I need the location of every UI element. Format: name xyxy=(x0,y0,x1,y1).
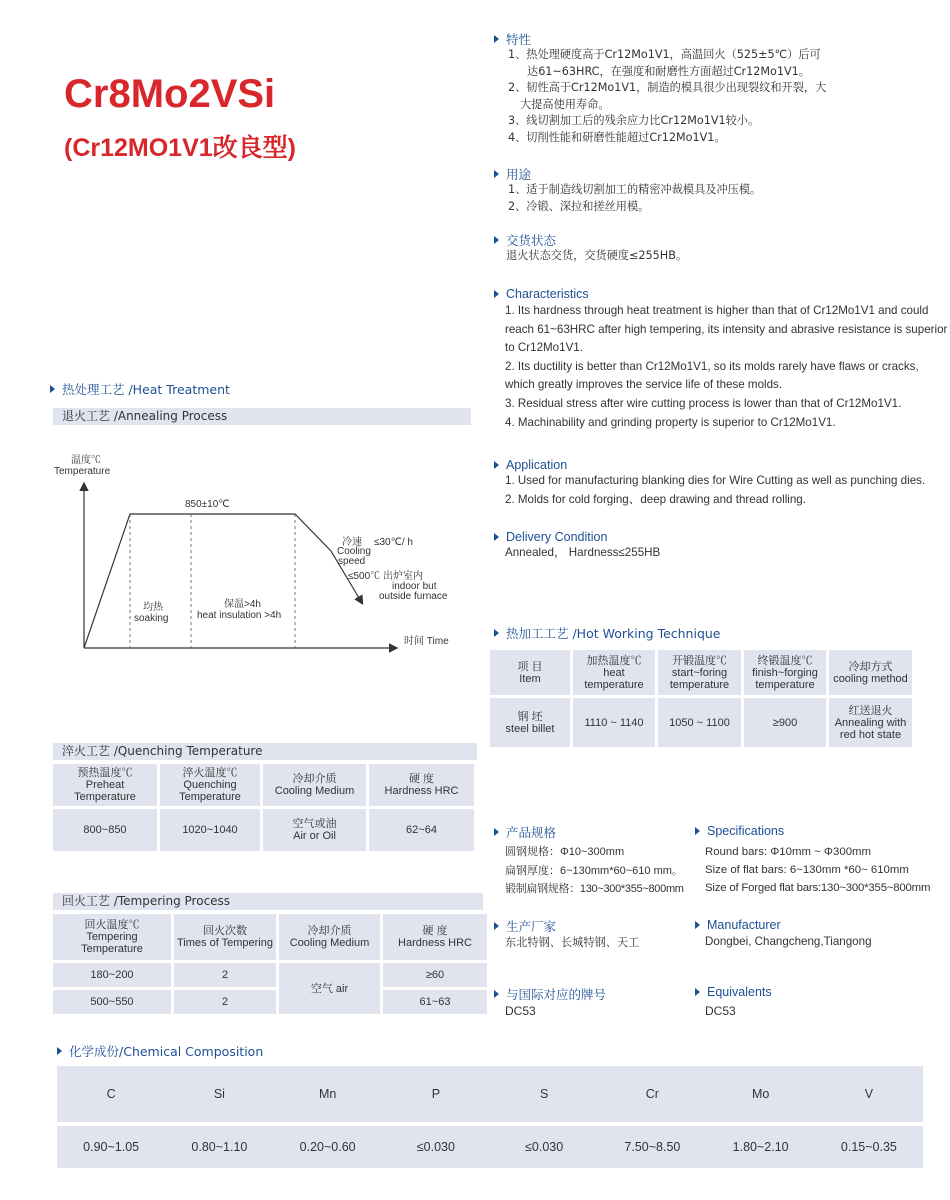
characteristics-en-line: reach 61~63HRC after high tempering, its intensity and abrasive resistance is superior xyxy=(505,322,948,336)
hot-working-header-cooling xyxy=(829,650,912,695)
application-en-list xyxy=(505,472,925,509)
equivalents-en-text: DC53 xyxy=(705,1004,736,1018)
hot-working-value: 1050 ~ 1100 xyxy=(669,716,730,729)
features-cn-heading xyxy=(494,30,531,48)
hot-working-value: 1110 ~ 1140 xyxy=(584,716,644,729)
hot-working-value: Annealing with xyxy=(834,716,907,729)
temp-label-cn: 温度℃ xyxy=(71,455,101,466)
chem-value: 0.20~0.60 xyxy=(274,1126,382,1168)
hot-working-cell-start xyxy=(658,698,741,747)
manufacturer-cn-text: 东北特钢、长城特钢、天工 xyxy=(505,936,640,949)
quenching-header-cn: 冷却介质 xyxy=(292,773,337,785)
tempering-cell-temp xyxy=(53,963,171,987)
quenching-value: 空气或油 xyxy=(292,818,337,830)
specs-en-line: Size of Forged flat bars:130~300*355~800mm xyxy=(705,882,931,894)
hot-working-heading-text: 热加工工艺 /Hot Working Technique xyxy=(506,626,721,641)
quenching-cell-hardness xyxy=(369,809,474,851)
triangle-bullet-icon xyxy=(494,236,499,244)
quenching-header-en: Cooling Medium xyxy=(274,785,355,797)
triangle-bullet-icon xyxy=(50,385,55,393)
triangle-bullet-icon xyxy=(494,922,499,930)
quenching-header-en: Hardness HRC xyxy=(384,785,459,797)
specs-cn-line: 圆钢规格：Φ10~300mm xyxy=(505,846,625,858)
features-cn-line: 达61~63HRC，在强度和耐磨性方面超过Cr12Mo1V1。 xyxy=(527,64,810,78)
delivery-en-text: Annealed， Hardness≤255HB xyxy=(505,546,661,559)
quenching-header-cn: 淬火温度℃ xyxy=(182,767,238,779)
chemical-heading xyxy=(57,1042,263,1060)
specs-cn-line: 锻制扁钢规格：130~300*355~800mm xyxy=(505,883,684,895)
tempering-header-hardness xyxy=(383,914,487,960)
chem-value: 0.80~1.10 xyxy=(165,1126,273,1168)
features-cn-line: 3、线切割加工后的残余应力比Cr12Mo1V1较小。 xyxy=(508,114,760,127)
insulation-label-cn: 保温>4h xyxy=(224,599,261,610)
cooling-label-en-2: speed xyxy=(338,556,366,567)
soak-label-cn: 均热 xyxy=(143,602,163,613)
tempering-header-cn: 冷却介质 xyxy=(307,925,352,937)
tempering-header-en: Temperature xyxy=(81,943,143,955)
triangle-bullet-icon xyxy=(494,170,499,178)
features-cn-line: 大提高使用寿命。 xyxy=(520,97,610,111)
hot-working-cell-cooling xyxy=(829,698,912,747)
hot-working-cell-heat xyxy=(573,698,655,747)
manufacturer-en-heading-text: Manufacturer xyxy=(707,918,781,932)
specs-cn-line: 扁钢厚度：6~130mm*60~610 mm。 xyxy=(505,864,683,877)
out-furnace-label-en-1: indoor but xyxy=(392,581,437,592)
characteristics-en-line: 3. Residual stress after wire cutting process is lower than that of Cr12Mo1V1. xyxy=(505,396,902,410)
characteristics-en-line: which greatly improves the service life of these molds. xyxy=(505,378,783,392)
quenching-header-en: Temperature xyxy=(179,791,241,803)
hot-working-cell-finish xyxy=(744,698,826,747)
chem-element: C xyxy=(57,1066,165,1122)
out-furnace-label-en-2: outside furnace xyxy=(379,591,448,602)
characteristics-en-heading-text: Characteristics xyxy=(506,287,589,301)
product-subtitle: (Cr12MO1V1改良型) xyxy=(64,134,296,162)
features-cn-heading-text: 特性 xyxy=(506,32,532,47)
equivalents-en-heading xyxy=(695,985,772,999)
specs-cn-list xyxy=(505,843,684,899)
chem-element: Mo xyxy=(707,1066,815,1122)
hot-working-heading xyxy=(494,624,721,642)
specs-en-line: Round bars: Φ10mm ~ Φ300mm xyxy=(705,846,872,858)
triangle-bullet-icon xyxy=(57,1047,62,1055)
equivalents-cn-heading xyxy=(494,985,606,1003)
hot-working-value: 钢 坯 xyxy=(517,710,543,723)
quenching-header-cn: 硬 度 xyxy=(408,773,435,785)
hot-working-value: ≥900 xyxy=(772,716,798,729)
characteristics-en-heading xyxy=(494,287,589,301)
tempering-cell-medium xyxy=(279,963,380,1014)
chem-value: 0.90~1.05 xyxy=(57,1126,165,1168)
quenching-header-hardness xyxy=(369,764,474,806)
usage-cn-line: 1、适于制造线切割加工的精密冲裁模具及冲压模。 xyxy=(508,183,762,196)
specs-en-heading xyxy=(695,824,784,838)
delivery-en-heading-text: Delivery Condition xyxy=(506,530,608,544)
annealing-chart xyxy=(50,448,470,658)
features-cn-list xyxy=(508,47,826,146)
heat-treatment-heading xyxy=(50,380,230,398)
hot-working-header-cn: 终锻温度℃ xyxy=(757,654,813,667)
characteristics-en-list xyxy=(505,302,947,432)
quenching-table xyxy=(53,764,474,851)
triangle-bullet-icon xyxy=(494,461,499,469)
cooling-label-en-1: Cooling xyxy=(337,546,371,557)
features-cn-line: 4、切削性能和研磨性能超过Cr12Mo1V1。 xyxy=(508,130,726,144)
triangle-bullet-icon xyxy=(494,533,499,541)
tempering-value: 空气 air xyxy=(310,982,349,995)
chem-element: V xyxy=(815,1066,923,1122)
temp-label-en: Temperature xyxy=(54,466,111,477)
application-en-line: 2. Molds for cold forging、deep drawing and thread rolling. xyxy=(505,492,806,506)
quenching-header-en: Preheat Temperature xyxy=(74,779,136,803)
tempering-title-bar: 回火工艺 /Tempering Process xyxy=(53,893,483,910)
triangle-bullet-icon xyxy=(494,290,499,298)
tempering-value: 500~550 xyxy=(90,996,134,1008)
manufacturer-en-text: Dongbei, Changcheng,Tiangong xyxy=(705,935,872,948)
tempering-header-en: Times of Tempering xyxy=(177,937,273,949)
annealing-title-bar: 退火工艺 /Annealing Process xyxy=(53,408,471,425)
usage-cn-heading xyxy=(494,165,531,183)
equivalents-en-heading-text: Equivalents xyxy=(707,985,772,999)
temperature-curve xyxy=(84,514,331,648)
quenching-header-preheat xyxy=(53,764,157,806)
tempering-header-en: Tempering xyxy=(86,931,138,943)
chemical-heading-text: 化学成份/Chemical Composition xyxy=(69,1044,264,1059)
tempering-table xyxy=(53,914,487,1014)
quenching-value: 62~64 xyxy=(406,824,437,836)
application-en-heading xyxy=(494,458,567,472)
quenching-header-en: Quenching xyxy=(183,779,237,791)
hot-working-cell-item xyxy=(490,698,570,747)
tempering-value: ≥60 xyxy=(425,969,445,981)
hot-working-header-cn: 开锻温度℃ xyxy=(672,654,727,667)
triangle-bullet-icon xyxy=(695,827,700,835)
heat-treatment-heading-text: 热处理工艺 /Heat Treatment xyxy=(62,382,230,397)
hot-working-header-en: temperature xyxy=(755,678,815,691)
chem-element: Cr xyxy=(598,1066,706,1122)
hot-working-value: 红送退火 xyxy=(848,704,893,717)
insulation-label-en: heat insulation >4h xyxy=(197,610,282,621)
quenching-header-cn: 预热温度℃ xyxy=(77,767,133,779)
triangle-bullet-icon xyxy=(494,990,499,998)
usage-cn-list xyxy=(508,182,761,215)
manufacturer-en-heading xyxy=(695,918,781,932)
chem-value: 0.15~0.35 xyxy=(815,1126,923,1168)
characteristics-en-line: 1. Its hardness through heat treatment is higher than that of Cr12Mo1V1 and could xyxy=(505,304,929,317)
chem-element: P xyxy=(382,1066,490,1122)
hot-working-header-finish xyxy=(744,650,826,695)
quenching-value: Air or Oil xyxy=(293,830,336,842)
tempering-cell-times xyxy=(174,963,276,987)
quenching-title-bar: 淬火工艺 /Quenching Temperature xyxy=(53,743,477,760)
characteristics-en-line: to Cr12Mo1V1. xyxy=(505,341,583,355)
chem-value: ≤0.030 xyxy=(490,1126,598,1168)
tempering-cell-times xyxy=(174,990,276,1014)
chem-value: ≤0.030 xyxy=(382,1126,490,1168)
hot-working-header-heat xyxy=(573,650,655,695)
chemical-table xyxy=(57,1066,923,1168)
tempering-header-en: Cooling Medium xyxy=(289,937,370,949)
tempering-value: 61~63 xyxy=(419,996,451,1008)
tempering-header-medium xyxy=(279,914,380,960)
quenching-header-medium xyxy=(263,764,366,806)
triangle-bullet-icon xyxy=(494,35,499,43)
delivery-en-heading xyxy=(494,530,607,544)
characteristics-en-line: 4. Machinability and grinding property is superior to Cr12Mo1V1. xyxy=(505,415,836,429)
tempering-header-en: Hardness HRC xyxy=(398,937,472,949)
soak-label-en: soaking xyxy=(134,613,169,624)
out-furnace-label-cn: ≤500℃ 出炉室内 xyxy=(348,571,423,582)
triangle-bullet-icon xyxy=(494,828,499,836)
hot-working-header-item xyxy=(490,650,570,695)
specs-cn-heading-text: 产品规格 xyxy=(506,825,557,840)
hot-working-header-cn: 项 目 xyxy=(517,660,543,673)
chem-value: 7.50~8.50 xyxy=(598,1126,706,1168)
peak-temp-label: 850±10℃ xyxy=(185,499,230,510)
quenching-header-temp xyxy=(160,764,260,806)
quenching-value: 1020~1040 xyxy=(182,824,238,836)
manufacturer-cn-heading-text: 生产厂家 xyxy=(506,919,557,934)
hot-working-header-en: cooling method xyxy=(833,672,908,685)
hot-working-header-en: start~foring xyxy=(671,666,728,679)
tempering-header-cn: 回火温度℃ xyxy=(84,919,140,931)
quenching-value: 800~850 xyxy=(83,824,127,836)
quenching-cell-medium xyxy=(263,809,366,851)
delivery-cn-heading xyxy=(494,231,556,249)
quenching-cell-preheat xyxy=(53,809,157,851)
cooling-rate-value: ≤30℃/ h xyxy=(374,537,413,548)
delivery-cn-heading-text: 交货状态 xyxy=(506,233,557,248)
specs-en-list xyxy=(705,843,930,897)
tempering-header-temp xyxy=(53,914,171,960)
triangle-bullet-icon xyxy=(695,921,700,929)
usage-cn-heading-text: 用途 xyxy=(506,167,532,182)
delivery-cn-text: 退火状态交货，交货硬度≤255HB。 xyxy=(506,249,688,262)
tempering-value: 2 xyxy=(221,996,229,1008)
tempering-value: 2 xyxy=(221,969,229,981)
tempering-value: 180~200 xyxy=(90,969,134,981)
specs-en-line: Size of flat bars: 6~130mm *60~ 610mm xyxy=(705,864,909,876)
chem-element: S xyxy=(490,1066,598,1122)
application-en-line: 1. Used for manufacturing blanking dies for Wire Cutting as well as punching dies. xyxy=(505,474,926,487)
hot-working-header-en: temperature xyxy=(669,678,730,691)
manufacturer-cn-heading xyxy=(494,917,556,935)
application-en-heading-text: Application xyxy=(506,458,568,472)
quenching-cell-temp xyxy=(160,809,260,851)
chem-element: Mn xyxy=(274,1066,382,1122)
hot-working-table xyxy=(490,650,912,747)
hot-working-header-start xyxy=(658,650,741,695)
tempering-header-cn: 回火次数 xyxy=(203,925,247,937)
tempering-header-cn: 硬 度 xyxy=(422,925,448,937)
hot-working-header-cn: 冷却方式 xyxy=(848,660,893,673)
hot-working-value: steel billet xyxy=(505,722,555,735)
product-title: Cr8Mo2VSi xyxy=(64,72,276,116)
hot-working-value: red hot state xyxy=(839,728,902,741)
tempering-cell-hardness xyxy=(383,963,487,987)
tempering-header-times xyxy=(174,914,276,960)
time-axis-label: 时间 Time xyxy=(404,636,449,647)
equivalents-cn-text: DC53 xyxy=(505,1004,536,1018)
chem-element: Si xyxy=(165,1066,273,1122)
tempering-cell-temp xyxy=(53,990,171,1014)
tempering-cell-hardness xyxy=(383,990,487,1014)
equivalents-cn-heading-text: 与国际对应的牌号 xyxy=(506,987,607,1002)
triangle-bullet-icon xyxy=(695,988,700,996)
features-cn-line: 2、韧性高于Cr12Mo1V1，制造的模具很少出现裂纹和开裂，大 xyxy=(508,81,827,94)
hot-working-header-en: Item xyxy=(519,672,541,685)
cooling-label-cn: 冷速 xyxy=(342,537,362,548)
usage-cn-line: 2、冷锻、深拉和搓丝用模。 xyxy=(508,199,650,213)
hot-working-header-cn: 加热温度℃ xyxy=(586,654,642,667)
characteristics-en-line: 2. Its ductility is better than Cr12Mo1V1, so its molds rarely have flaws or cracks, xyxy=(505,359,919,373)
hot-working-header-en: finish~forging xyxy=(752,666,818,679)
specs-en-heading-text: Specifications xyxy=(707,824,785,838)
chem-value: 1.80~2.10 xyxy=(707,1126,815,1168)
hot-working-header-en: heat temperature xyxy=(584,666,644,691)
features-cn-line: 1、热处理硬度高于Cr12Mo1V1，高温回火（525±5℃）后可 xyxy=(508,48,821,61)
specs-cn-heading xyxy=(494,823,556,841)
triangle-bullet-icon xyxy=(494,629,499,637)
